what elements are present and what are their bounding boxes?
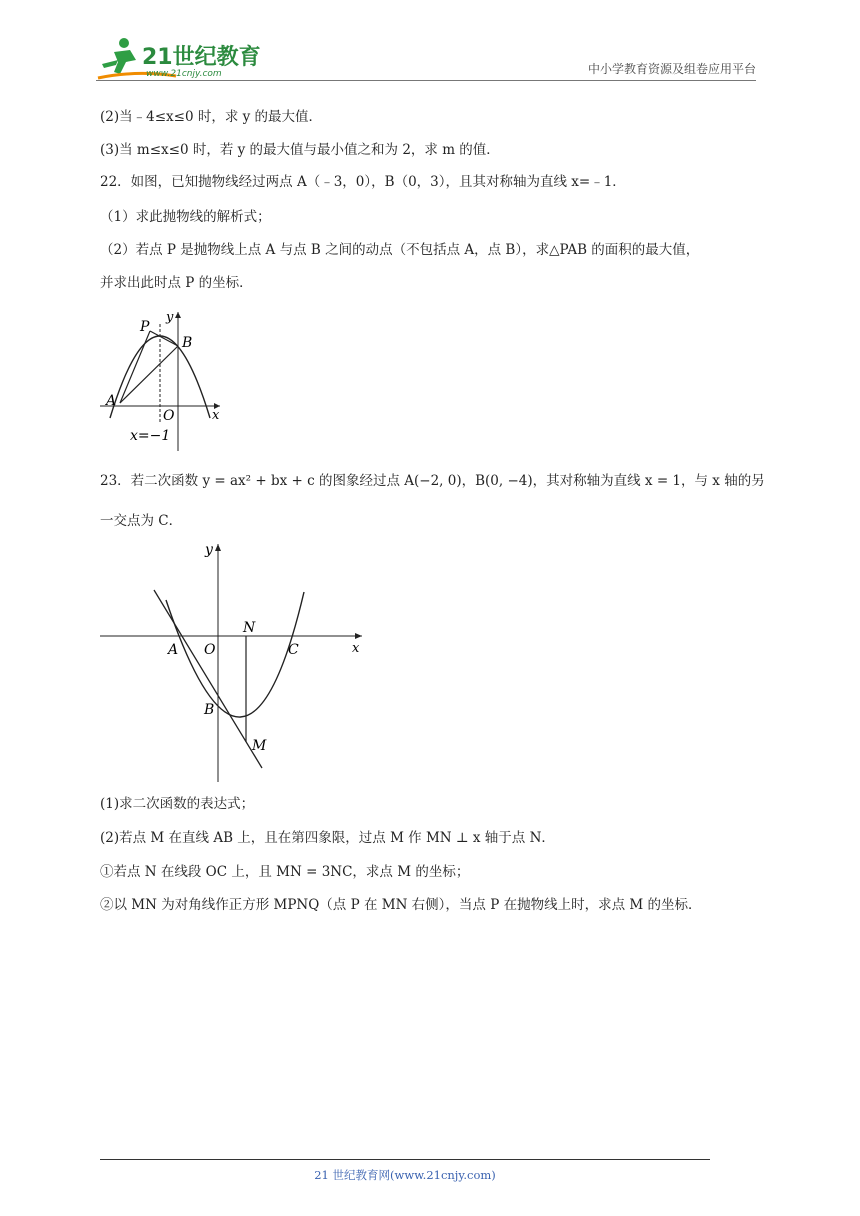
figure-q23: [96, 538, 376, 786]
q22-stem: 22．如图，已知抛物线经过两点 A（﹣3，0），B（0，3），且其对称轴为直线 x=﹣1．: [100, 174, 626, 190]
label-M: M: [252, 738, 267, 754]
q23-part2: (2)若点 M 在直线 AB 上，且在第四象限，过点 M 作 MN ⊥ x 轴于点 N．: [100, 830, 555, 846]
footer-link[interactable]: 21 世纪教育网(www.21cnjy.com): [314, 1168, 496, 1182]
q22-part2-cont: 并求出此时点 P 的坐标．: [100, 275, 253, 291]
label-axis: x=−1: [130, 428, 171, 444]
q23-part1: (1)求二次函数的表达式；: [100, 796, 255, 812]
q23-part2-sub1: ①若点 N 在线段 OC 上，且 MN = 3NC，求点 M 的坐标；: [100, 864, 470, 880]
header-divider: [96, 80, 756, 81]
label-O: O: [163, 408, 175, 424]
label-A: A: [106, 393, 117, 409]
q22-part2: （2）若点 P 是抛物线上点 A 与点 B 之间的动点（不包括点 A，点 B），求△PAB 的面积的最大值，: [100, 242, 700, 258]
q21-part2: (2)当﹣4≤x≤0 时，求 y 的最大值．: [100, 109, 323, 125]
svg-text:www.21cnjy.com: www.21cnjy.com: [146, 69, 222, 79]
svg-text:21世纪教育: 21世纪教育: [142, 45, 261, 70]
label-N: N: [243, 620, 256, 636]
label-A: A: [168, 642, 179, 658]
label-C: C: [288, 642, 299, 658]
header-platform-text: 中小学教育资源及组卷应用平台: [587, 62, 756, 76]
label-y: y: [205, 542, 213, 558]
label-O: O: [204, 642, 216, 658]
q23-part2-sub2: ②以 MN 为对角线作正方形 MPNQ（点 P 在 MN 右侧），当点 P 在抛物线上时，求点 M 的坐标．: [100, 897, 702, 913]
label-B: B: [182, 335, 193, 351]
footer-divider: [100, 1159, 710, 1160]
label-x: x: [212, 408, 220, 423]
q23-stem-cont: 一交点为 C．: [100, 513, 183, 529]
figure-q22: [96, 306, 236, 451]
label-B: B: [204, 702, 215, 718]
label-P: P: [140, 319, 150, 335]
site-logo: [96, 34, 266, 82]
label-x: x: [352, 641, 360, 656]
label-y: y: [166, 310, 174, 325]
q22-part1: （1）求此抛物线的解析式；: [100, 209, 271, 225]
q23-stem: 23．若二次函数 y = ax² + bx + c 的图象经过点 A(−2, 0)，B(0, −4)，其对称轴为直线 x = 1，与 x 轴的另: [100, 473, 765, 489]
q21-part3: (3)当 m≤x≤0 时，若 y 的最大值与最小值之和为 2，求 m 的值．: [100, 142, 500, 158]
